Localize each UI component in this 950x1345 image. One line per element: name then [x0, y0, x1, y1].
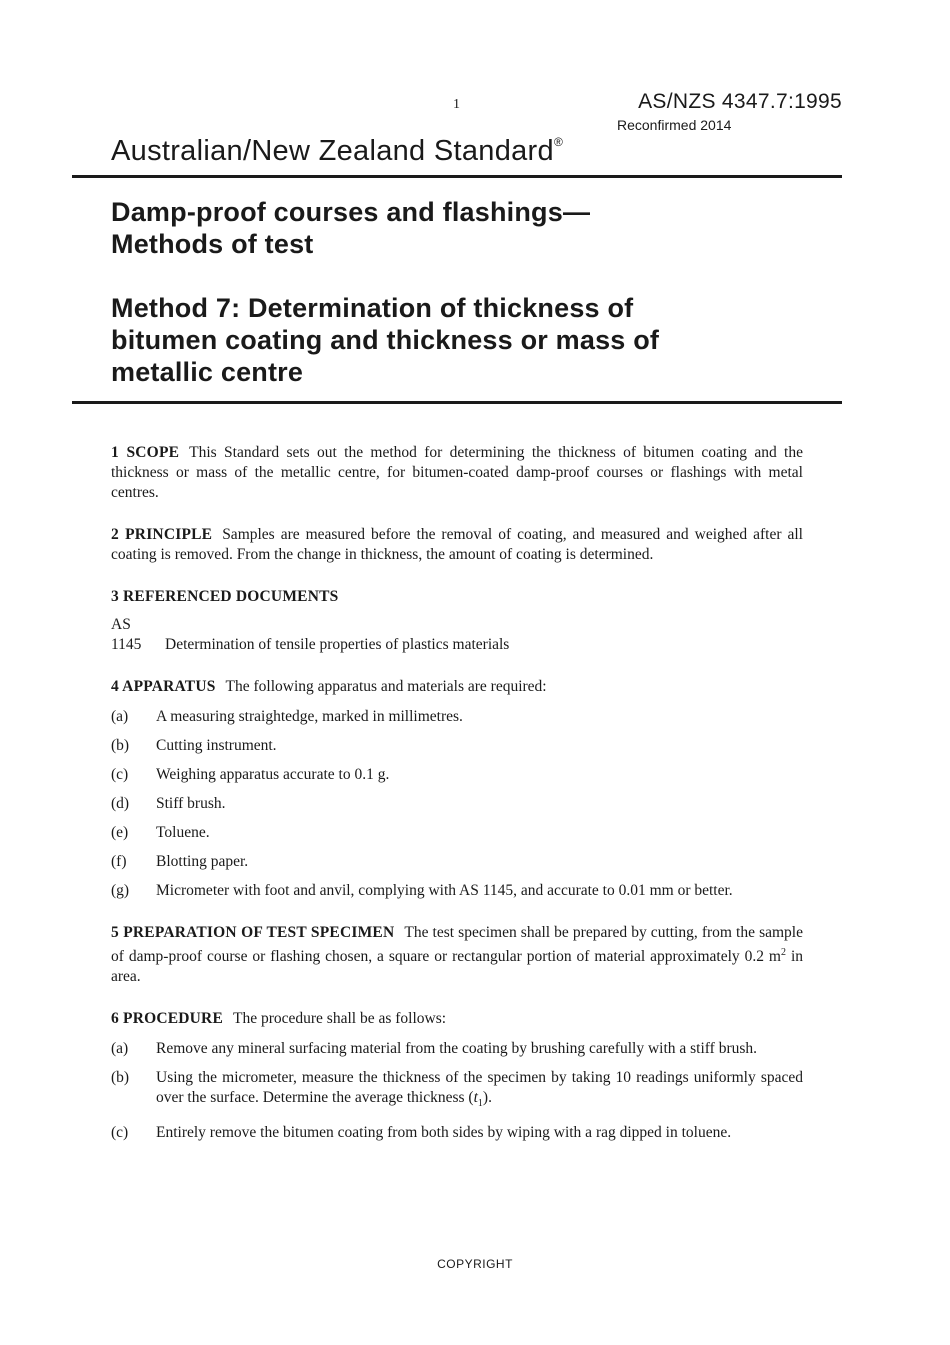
list-item — [111, 823, 803, 843]
document-body — [111, 443, 803, 1165]
list-item — [111, 794, 803, 814]
principle-section — [111, 525, 803, 565]
page-number: 1 — [453, 97, 460, 112]
preparation-section — [111, 923, 803, 987]
bottom-rule — [72, 401, 842, 404]
scope-text: This Standard sets out the method for determining the thickness of bitumen coating and the thickness or mass of the metallic centre, for bitumen-coated damp-proof courses or flashings with metal centres. — [111, 444, 803, 501]
squared-superscript: 2 — [780, 947, 786, 958]
preparation-text-end: in area. — [111, 948, 803, 986]
apparatus-heading: 4 APPARATUS — [111, 678, 216, 695]
main-title-line1: Damp-proof courses and flashings— — [111, 197, 591, 227]
list-item-text-end: ). — [482, 1089, 492, 1107]
list-item — [111, 852, 803, 872]
method-title-line2: bitumen coating and thickness or mass of — [111, 325, 660, 355]
list-item-text: Cutting instrument. — [156, 737, 277, 754]
list-item — [111, 1068, 803, 1114]
list-item-label: (f) — [111, 853, 127, 870]
preparation-text: The test specimen shall be prepared by cutting, from the sample of damp-proof course or flashing chosen, a square or rectangular portion of material approximately 0.2 m — [111, 924, 803, 966]
reference-number: 1145 — [111, 636, 142, 653]
procedure-intro: The procedure shall be as follows: — [233, 1010, 447, 1028]
list-item-label: (a) — [111, 1040, 129, 1058]
top-rule — [72, 175, 842, 178]
list-item — [111, 1039, 803, 1059]
procedure-heading: 6 PROCEDURE — [111, 1010, 223, 1028]
apparatus-intro: The following apparatus and materials are required: — [225, 678, 547, 695]
procedure-section — [111, 1009, 803, 1029]
thickness-subscript: 1 — [477, 1098, 483, 1110]
references-section — [111, 587, 803, 607]
series-title — [111, 135, 563, 168]
preparation-heading: 5 PREPARATION OF TEST SPECIMEN — [111, 924, 395, 941]
reference-item — [111, 635, 803, 655]
apparatus-list — [111, 707, 803, 901]
main-title-line2: Methods of test — [111, 229, 314, 259]
list-item — [111, 736, 803, 756]
references-prefix: AS — [111, 616, 131, 633]
scope-heading: 1 SCOPE — [111, 444, 180, 461]
list-item-text: Using the micrometer, measure the thickness of the specimen by taking 10 readings uniformly spaced over the surface. Determine the average thickness ( — [156, 1069, 803, 1107]
series-title-text: Australian/New Zealand Standard — [111, 135, 554, 167]
list-item-text: Micrometer with foot and anvil, complying with AS 1145, and accurate to 0.01 mm or better. — [156, 882, 733, 899]
standard-code: AS/NZS 4347.7:1995 — [638, 90, 842, 113]
list-item-text: Entirely remove the bitumen coating from both sides by wiping with a rag dipped in toluene. — [156, 1124, 732, 1142]
list-item-label: (d) — [111, 795, 130, 812]
list-item-label: (b) — [111, 1069, 130, 1087]
list-item-text: Blotting paper. — [156, 853, 249, 870]
list-item-label: (g) — [111, 882, 130, 899]
scope-section — [111, 443, 803, 503]
list-item-label: (b) — [111, 737, 130, 754]
reference-title: Determination of tensile properties of plastics materials — [165, 636, 510, 653]
main-title — [111, 196, 590, 260]
list-item — [111, 1123, 803, 1143]
list-item-text: A measuring straightedge, marked in millimetres. — [156, 708, 463, 725]
list-item-text: Toluene. — [156, 824, 210, 841]
list-item — [111, 881, 803, 901]
list-item-text-wrap — [156, 1068, 803, 1114]
principle-heading: 2 PRINCIPLE — [111, 526, 213, 543]
list-item — [111, 707, 803, 727]
list-item-text: Weighing apparatus accurate to 0.1 g. — [156, 766, 390, 783]
principle-text: Samples are measured before the removal of coating, and measured and weighed after all coating is removed. From the change in thickness, the amount of coating is determined. — [111, 526, 803, 563]
thickness-variable: t — [473, 1089, 478, 1107]
list-item-label: (c) — [111, 1124, 129, 1142]
list-item — [111, 765, 803, 785]
procedure-list — [111, 1039, 803, 1143]
references-heading: 3 REFERENCED DOCUMENTS — [111, 588, 339, 605]
list-item-label: (a) — [111, 708, 129, 725]
method-title-line3: metallic centre — [111, 357, 304, 387]
method-title-line1: Method 7: Determination of thickness of — [111, 293, 634, 323]
list-item-label: (c) — [111, 766, 129, 783]
list-item-label: (e) — [111, 824, 129, 841]
method-title — [111, 292, 659, 388]
copyright-footer: COPYRIGHT — [437, 1257, 513, 1271]
registered-mark: ® — [553, 135, 564, 149]
apparatus-section — [111, 677, 803, 697]
reconfirmed-note: Reconfirmed 2014 — [617, 117, 732, 133]
list-item-text: Stiff brush. — [156, 795, 226, 812]
list-item-text: Remove any mineral surfacing material from the coating by brushing carefully with a stiff brush. — [156, 1040, 758, 1058]
